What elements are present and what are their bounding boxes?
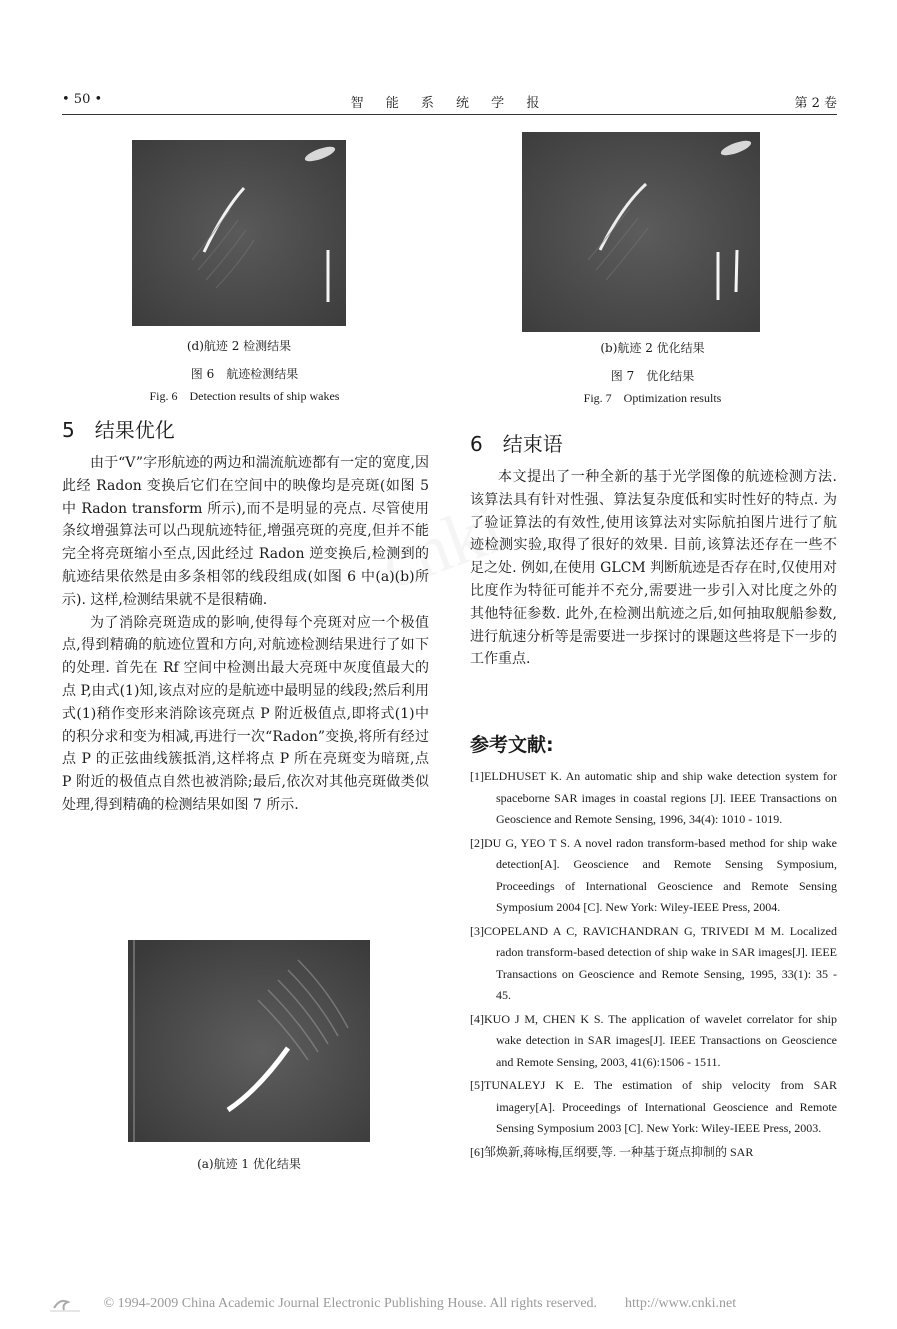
figure-6-caption-cn: 图 6 航迹检测结果: [190, 367, 299, 381]
watermark: cnki: [369, 487, 514, 605]
section-5-body: [62, 452, 429, 817]
journal-title: 智 能 系 统 学 报: [350, 96, 549, 111]
references-title: 参考文献:: [470, 734, 554, 756]
section-6-heading: 6 结束语: [470, 432, 563, 456]
references-list: [470, 766, 837, 1165]
reference-item: [5]TUNALEYJ K E. The estimation of ship velocity from SAR imagery[A]. Proceedings of International Geoscience and Remote Sensing Symposium 2003 [C]. New York: Wiley-IEEE Press, 2003.: [470, 1078, 837, 1135]
figure-7-caption-cn: 图 7 优化结果: [610, 369, 695, 383]
section-6-paragraph-1: 本文提出了一种全新的基于光学图像的航迹检测方法. 该算法具有针对性强、算法复杂度低和实时性好的特点. 为了验证算法的有效性,使用该算法对实际航拍图片进行了航迹检测实验,取得了很好的效果. 目前,该算法还存在一些不足之处. 例如,在使用 GLCM 判断航迹是否存在时,仅使用对比度作为特征可能并不充分,需要进一步引入对比度之外的其他特征参数. 此外,在检测出航迹之后,如何抽取舰船参数,进行航速分析等是需要进一步探讨的课题这些将是下一步的工作重点.: [470, 469, 837, 668]
cnki-logo-icon: [50, 1296, 80, 1312]
copyright-footer: [50, 1292, 850, 1312]
page-number: • 50 •: [62, 92, 103, 107]
reference-item: [3]COPELAND A C, RAVICHANDRAN G, TRIVEDI M M. Localized radon transform-based detection of ship wake in SAR images[J]. IEEE Transactions on Geoscience and Remote Sensing, 1995, 33(1): 35 - 45.: [470, 923, 837, 1002]
figure-7a-image: [128, 940, 370, 1142]
reference-item: [1]ELDHUSET K. An automatic ship and ship wake detection system for spaceborne SAR images in coastal regions [J]. IEEE Transactions on Geoscience and Remote Sensing, 1996, 34(4): 1010 - 1019.: [470, 769, 837, 826]
running-header: [62, 92, 837, 116]
figure-7b-caption: (b)航迹 2 优化结果: [600, 341, 705, 355]
figure-6d-caption: (d)航迹 2 检测结果: [186, 339, 292, 353]
section-5-heading: 5 结果优化: [62, 418, 175, 442]
figure-7b-image: [522, 132, 760, 332]
figure-6-caption-en: Fig. 6 Detection results of ship wakes: [149, 389, 340, 403]
section-6-body: [470, 466, 837, 671]
reference-item: [2]DU G, YEO T S. A novel radon transform-based method for ship wake detection[A]. Geoscience and Remote Sensing Symposium, Proceedings of International Geoscience and Remote Sensing Symposium 2004 [C]. New York: Wiley-IEEE Press, 2004.: [470, 835, 837, 914]
header-rule: [62, 114, 837, 115]
figure-7-caption-en: Fig. 7 Optimization results: [583, 391, 722, 405]
copyright-text: © 1994-2009 China Academic Journal Electronic Publishing House. All rights reserved. http://www.cnki.net: [103, 1296, 737, 1311]
volume-label: 第 2 卷: [794, 96, 837, 111]
figure-7a-caption: (a)航迹 1 优化结果: [197, 1157, 301, 1171]
reference-item: [4]KUO J M, CHEN K S. The application of wavelet correlator for ship wake detection in SAR images[J]. IEEE Transactions on Geoscience and Remote Sensing, 2003, 41(6):1506 - 1511.: [470, 1011, 837, 1069]
figure-6d-image: [132, 140, 346, 326]
section-5-paragraph-1: 由于“V”字形航迹的两边和湍流航迹都有一定的宽度,因此经 Radon 变换后它们在空间中的映像均是亮斑(如图 5 中 Radon transform 所示),而不是明显的亮点. 尽管使用条纹增强算法可以凸现航迹特征,增强亮斑的亮度,但并不能完全将亮斑缩小至点,因此经过 Radon 逆变换后,检测到的航迹结果依然是由多条相邻的线段组成(如图 6 中(a)(b)所示). 这样,检测结果就不是很精确.: [62, 455, 429, 608]
reference-item: [6]邹焕新,蒋咏梅,匡纲要,等. 一种基于斑点抑制的 SAR: [470, 1144, 754, 1159]
section-5-paragraph-2: 为了消除亮斑造成的影响,使得每个亮斑对应一个极值点,得到精确的航迹位置和方向,对航迹检测结果进行了如下的处理. 首先在 Rf 空间中检测出最大亮斑中灰度值最大的点 P,由式(1)知,该点对应的是航迹中最明显的线段;然后利用式(1)稍作变形来消除该亮斑点 P 附近极值点,即将式(1)中的积分求和变为相减,再进行一次“Radon”变换,将所有经过点 P 的正弦曲线簇抵消,这样将点 P 所在亮斑变为暗斑,点 P 附近的极值点自然也被消除;最后,依次对其他亮斑做类似处理,得到精确的检测结果如图 7 所示.: [62, 614, 429, 813]
